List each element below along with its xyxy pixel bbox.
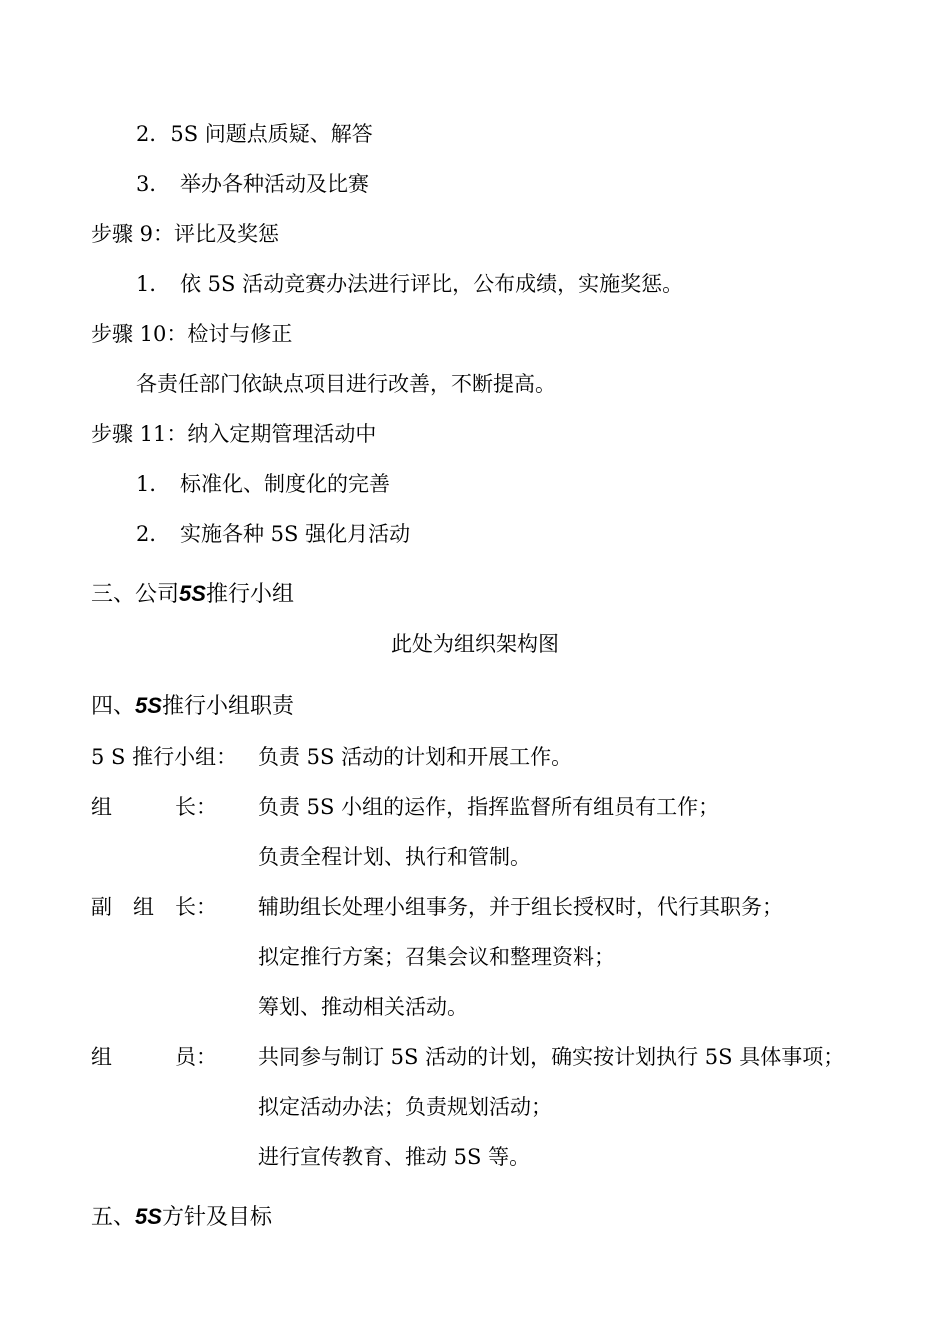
role-label: 组 长：	[91, 795, 217, 819]
list-number: 1．	[136, 472, 171, 496]
role-duty: 辅助组长处理小组事务，并于组长授权时，代行其职务；	[258, 895, 783, 919]
section-heading	[91, 694, 294, 719]
list-number: 3．	[136, 172, 171, 196]
section-heading	[91, 1205, 272, 1230]
list-item	[136, 172, 369, 196]
role-label: 副 组 长：	[91, 895, 217, 919]
role-duty: 筹划、推动相关活动。	[258, 995, 468, 1019]
heading-prefix: 三、公司	[91, 582, 180, 607]
heading-suffix: 方针及目标	[161, 1205, 272, 1230]
role-duty: 进行宣传教育、推动 5S 等。	[258, 1145, 531, 1169]
section-heading	[91, 582, 294, 607]
role-label: 组 员：	[91, 1045, 217, 1069]
paragraph: 各责任部门依缺点项目进行改善，不断提高。	[136, 372, 556, 396]
role-duty: 拟定推行方案；召集会议和整理资料；	[258, 945, 615, 969]
list-text: 5S 问题点质疑、解答	[170, 122, 373, 146]
role-duty: 拟定活动办法；负责规划活动；	[258, 1095, 552, 1119]
heading-prefix: 五、	[91, 1205, 136, 1230]
heading-5s: 5S	[135, 693, 162, 718]
heading-5s: 5S	[135, 1204, 162, 1229]
list-number: 1．	[136, 272, 171, 296]
list-text: 实施各种 5S 强化月活动	[180, 522, 411, 546]
role-duty: 负责 5S 小组的运作，指挥监督所有组员有工作；	[258, 795, 720, 819]
list-text: 标准化、制度化的完善	[180, 472, 390, 496]
step-title: 步骤 11：纳入定期管理活动中	[91, 422, 377, 446]
step-title: 步骤 10：检讨与修正	[91, 322, 293, 346]
org-chart-placeholder: 此处为组织架构图	[391, 632, 559, 656]
list-number: 2．	[136, 522, 171, 546]
list-text: 依 5S 活动竞赛办法进行评比，公布成绩，实施奖惩。	[180, 272, 684, 296]
heading-suffix: 推行小组	[205, 582, 294, 607]
list-item	[136, 122, 373, 146]
role-duty: 负责 5S 活动的计划和开展工作。	[258, 745, 573, 769]
list-text: 举办各种活动及比赛	[180, 172, 369, 196]
role-duty: 负责全程计划、执行和管制。	[258, 845, 531, 869]
heading-5s: 5S	[179, 581, 206, 606]
role-label: 5 S 推行小组：	[91, 745, 238, 769]
list-number: 2．	[136, 122, 171, 146]
list-item	[136, 522, 410, 546]
list-item	[136, 272, 683, 296]
step-title: 步骤 9：评比及奖惩	[91, 222, 280, 246]
role-duty: 共同参与制订 5S 活动的计划，确实按计划执行 5S 具体事项；	[258, 1045, 845, 1069]
heading-suffix: 推行小组职责	[161, 694, 294, 719]
heading-prefix: 四、	[91, 694, 136, 719]
list-item	[136, 472, 390, 496]
